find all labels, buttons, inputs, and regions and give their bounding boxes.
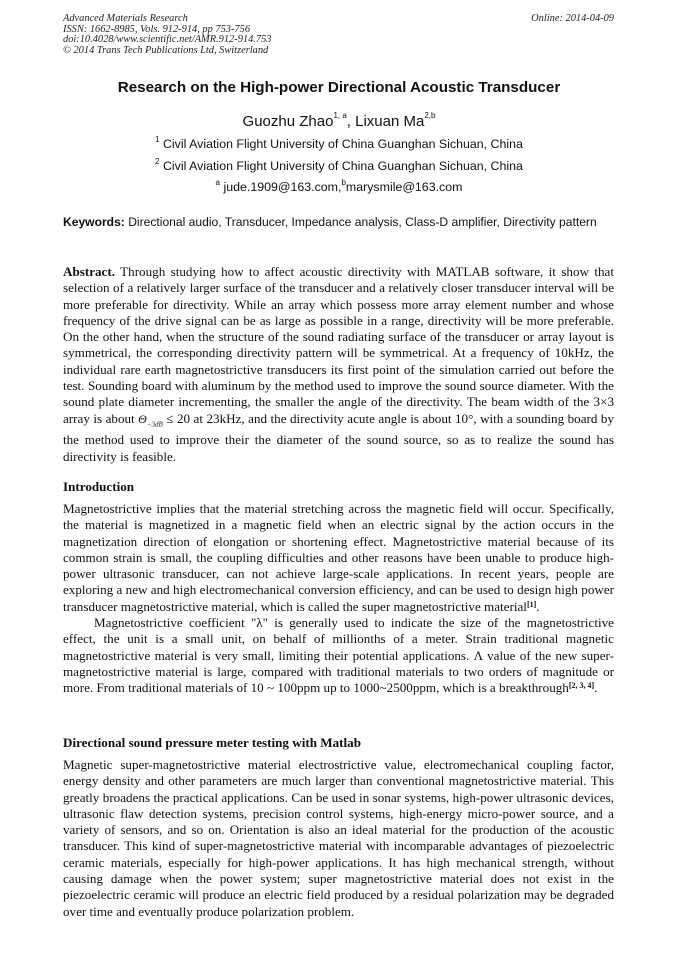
abstract-label: Abstract.: [63, 264, 115, 279]
journal-header: [63, 14, 614, 56]
copyright-line: © 2014 Trans Tech Publications Ltd, Switzerland: [63, 44, 269, 56]
online-date: Online: 2014-04-09: [531, 13, 614, 24]
affiliation: [0, 137, 678, 151]
citation[interactable]: [1]: [526, 599, 537, 609]
email-sup: a: [215, 178, 220, 187]
paragraph: Magnetostrictive implies that the material stretching across the magnetic field will occur. Specifically, the material is magnetized in a magnetic field when an electric signal by the action occurs in the magnetization direction of elongation or shortening effect. Magnetostrictive material because of its common strain is small, the coupling difficulties and other reasons have been unable to produce high-power ultrasonic transducer, can not achieve large-scale applications. In recent years, people are exploring a new and high electromechanical conversion efficiency, and can be used to design high power transducer magnetostrictive material, which is called the super magnetostrictive material[1].: [63, 501, 614, 614]
author-list: [0, 113, 678, 130]
keywords: [63, 215, 614, 229]
email-a[interactable]: jude.1909@163.com,: [223, 180, 342, 194]
citation[interactable]: [2, 3, 4]: [568, 681, 595, 691]
author-affil-sup: 1, a: [333, 111, 347, 120]
affiliation: [0, 159, 678, 173]
author-emails: [0, 180, 678, 194]
paragraph: Magnetic super-magnetostrictive material electrostrictive value, electromechanical coupling factor, energy density and other parameters are much larger than conventional magnetostrictive material. This greatly broadens the practical applications. Can be used in sonar systems, high-power ultrasonic devices, ultrasonic flaw detection systems, precision control systems, high-energy micro-power source, and a variety of sensors, and so on. Orientation is also an ideal material for the production of the acoustic transducer. This kind of super-magnetostrictive material with incomparable advantages of piezoelectric ceramic materials, especially for high-power applications. It has high mechanical strength, without causing damage when the power system; super magnetostrictive material does not exist in the piezoelectric ceramic will produce an electric field produced by a residual polarization may be degraded over time and eventually produce polarization problem.: [63, 757, 614, 919]
abstract-text-cont: ≤ 20 at 23kHz, and the directivity acute angle is about 10°, with a sounding board by the method used to improve their the diameter of the sound source, so as to realize the sound has directivity is feasible.: [63, 410, 614, 464]
author-separator: ,: [346, 113, 356, 130]
abstract-text: Through studying how to affect acoustic directivity with MATLAB software, it show that selection of a relatively larger surface of the transducer and a relatively closer transducer interval will be more preferable for directivity. While an array which possess more array element number and whose frequency of the drive signal can be as large as possible in a range, directivity will be more preferable. On the other hand, when the structure of the sound radiating surface of the transducer or array layout is symmetrical, the corresponding directivity pattern will be symmetrical. At a frequency of 10kHz, the individual rare earth magnetostrictive transducers its first point of the simulation carried out before the test. Sounding board with aluminum by the method used to improve the sound source diameter. With the sound plate diameter incrementing, the smaller the angle of the directivity. The beam width of the 3×3 array is about: [63, 264, 614, 426]
beam-width-symbol: $\Theta_{-3dB}$: [138, 411, 163, 429]
introduction-body: [63, 501, 614, 697]
keywords-text: Directional audio, Transducer, Impedance analysis, Class-D amplifier, Directivity pattern: [124, 215, 597, 229]
paragraph: Magnetostrictive coefficient "λ" is generally used to indicate the size of the magnetostrictive effect, the unit is a small unit, on behalf of millionths of a meter. Strain traditional magnetic magnetostrictive material is very small, limiting their potential applications. Λ value of the new super-magnetostrictive material is large, compared with traditional materials to two orders of magnitude or more. From traditional materials of 10 ~ 100ppm up to 1000~2500ppm, which is a breakthrough[2, 3, 4].: [63, 615, 614, 696]
paper-title: Research on the High-power Directional Acoustic Transducer: [117, 79, 561, 96]
affiliation-sup: 1: [155, 135, 160, 144]
abstract: [63, 264, 614, 465]
affiliation-text: Civil Aviation Flight University of China Guanghan Sichuan, China: [162, 137, 523, 151]
affiliation-text: Civil Aviation Flight University of China Guanghan Sichuan, China: [162, 159, 523, 173]
section-heading-matlab: Directional sound pressure meter testing with Matlab: [63, 735, 361, 750]
keywords-label: Keywords:: [63, 215, 125, 229]
doi-line: doi:10.4028/www.scientific.net/AMR.912-914.753: [63, 34, 272, 46]
matlab-section-body: [63, 757, 614, 920]
email-sup: b: [341, 178, 346, 187]
journal-name: Advanced Materials Research: [63, 13, 188, 24]
author-affil-sup: 2,b: [424, 111, 436, 120]
author-name: Lixuan Ma: [355, 113, 425, 130]
author-name: Guozhu Zhao: [242, 113, 334, 130]
section-heading-introduction: Introduction: [63, 479, 135, 494]
affiliation-sup: 2: [155, 157, 160, 166]
email-b[interactable]: marysmile@163.com: [345, 180, 463, 194]
issn-line: ISSN: 1662-8985, Vols. 912-914, pp 753-756: [63, 23, 251, 35]
